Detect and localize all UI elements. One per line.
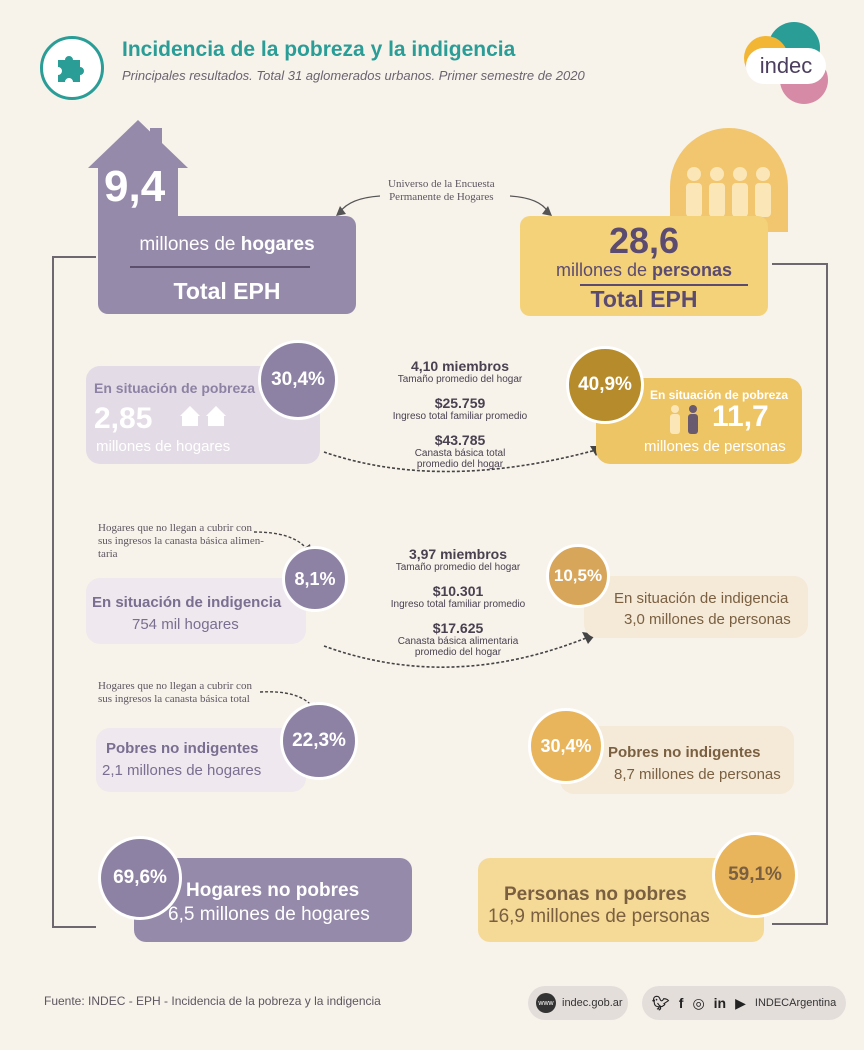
pobreza-stats: 4,10 miembros Tamaño promedio del hogar $25.759 Ingreso total familiar promedio $43.785 Canasta básica total promedio del hogar (392, 358, 528, 470)
website-link[interactable]: www indec.gob.ar (528, 986, 628, 1020)
source-note: Fuente: INDEC - EPH - Incidencia de la pobreza y la indigencia (44, 994, 381, 1008)
linkedin-icon[interactable]: in (713, 995, 727, 1011)
indigencia-hogares-pct: 8,1% (282, 546, 348, 612)
hogares-total-value: 9,4 (104, 162, 166, 211)
twitter-icon[interactable]: 🐦︎ (652, 994, 670, 1011)
instagram-icon[interactable]: ◎ (692, 994, 705, 1011)
puzzle-icon (40, 36, 104, 100)
hogares-total-box (98, 216, 356, 314)
pobreza-arrow (320, 440, 610, 490)
social-handle: INDECArgentina (754, 997, 837, 1009)
pobreza-personas-value: 11,7 (712, 400, 769, 433)
pobreza-hogares-pct: 30,4% (258, 340, 338, 420)
page-title: Incidencia de la pobreza y la indigencia (122, 38, 516, 61)
no-pobres-hogares-pct: 69,6% (98, 836, 182, 920)
no-indigentes-personas-card: Pobres no indigentes 8,7 millones de personas (560, 726, 794, 794)
indigencia-personas-pct: 10,5% (546, 544, 610, 608)
www-icon: www (536, 993, 556, 1013)
pobreza-personas-pct: 40,9% (566, 346, 644, 424)
indigencia-personas-card: En situación de indigencia 3,0 millones de personas (584, 576, 808, 638)
no-indigentes-note: Hogares que no llegan a cubrir con sus ingresos la canasta básica total (98, 680, 252, 705)
facebook-icon[interactable]: f (678, 995, 684, 1011)
universe-note: Universo de la Encuesta Permanente de Hogares (388, 178, 495, 203)
indec-logo-text: indec (746, 48, 826, 84)
pobreza-hogares-card: En situación de pobreza 2,85 millones de hogares (86, 366, 320, 464)
person-pair-icon (666, 404, 702, 436)
no-pobres-hogares-card: Hogares no pobres 6,5 millones de hogares (134, 858, 412, 942)
indigencia-arrow (320, 626, 610, 680)
indigencia-note: Hogares que no llegan a cubrir con sus ingresos la canasta básica alimen- taria (98, 522, 264, 560)
indigencia-stats: 3,97 miembros Tamaño promedio del hogar $10.301 Ingreso total familiar promedio $17.625 Canasta básica alimentaria promedio del hogar (390, 546, 526, 658)
personas-total-eph: Total EPH (590, 286, 698, 312)
no-indigentes-personas-pct: 30,4% (528, 708, 604, 784)
personas-total-label: millones de personas (555, 260, 733, 280)
pobreza-personas-card: En situación de pobreza 11,7 millones de personas (596, 378, 802, 464)
pobreza-hogares-value: 2,85 (94, 402, 153, 435)
no-pobres-personas-pct: 59,1% (712, 832, 798, 918)
hogares-total-eph: Total EPH (173, 278, 281, 304)
no-pobres-personas-card: Personas no pobres 16,9 millones de personas (478, 858, 764, 942)
personas-total-box (520, 216, 768, 316)
page-subtitle: Principales resultados. Total 31 aglomerados urbanos. Primer semestre de 2020 (122, 68, 585, 83)
indigencia-hogares-card: En situación de indigencia 754 mil hogares (86, 578, 306, 644)
no-indigentes-hogares-card: Pobres no indigentes 2,1 millones de hogares (96, 728, 306, 792)
houses-icon (180, 406, 228, 426)
personas-total-value: 28,6 (608, 220, 680, 261)
no-indigentes-hogares-pct: 22,3% (280, 702, 358, 780)
youtube-icon[interactable]: ▶ (735, 994, 746, 1011)
social-links[interactable] (642, 986, 846, 1020)
hogares-total-label: millones de hogares (139, 234, 315, 255)
